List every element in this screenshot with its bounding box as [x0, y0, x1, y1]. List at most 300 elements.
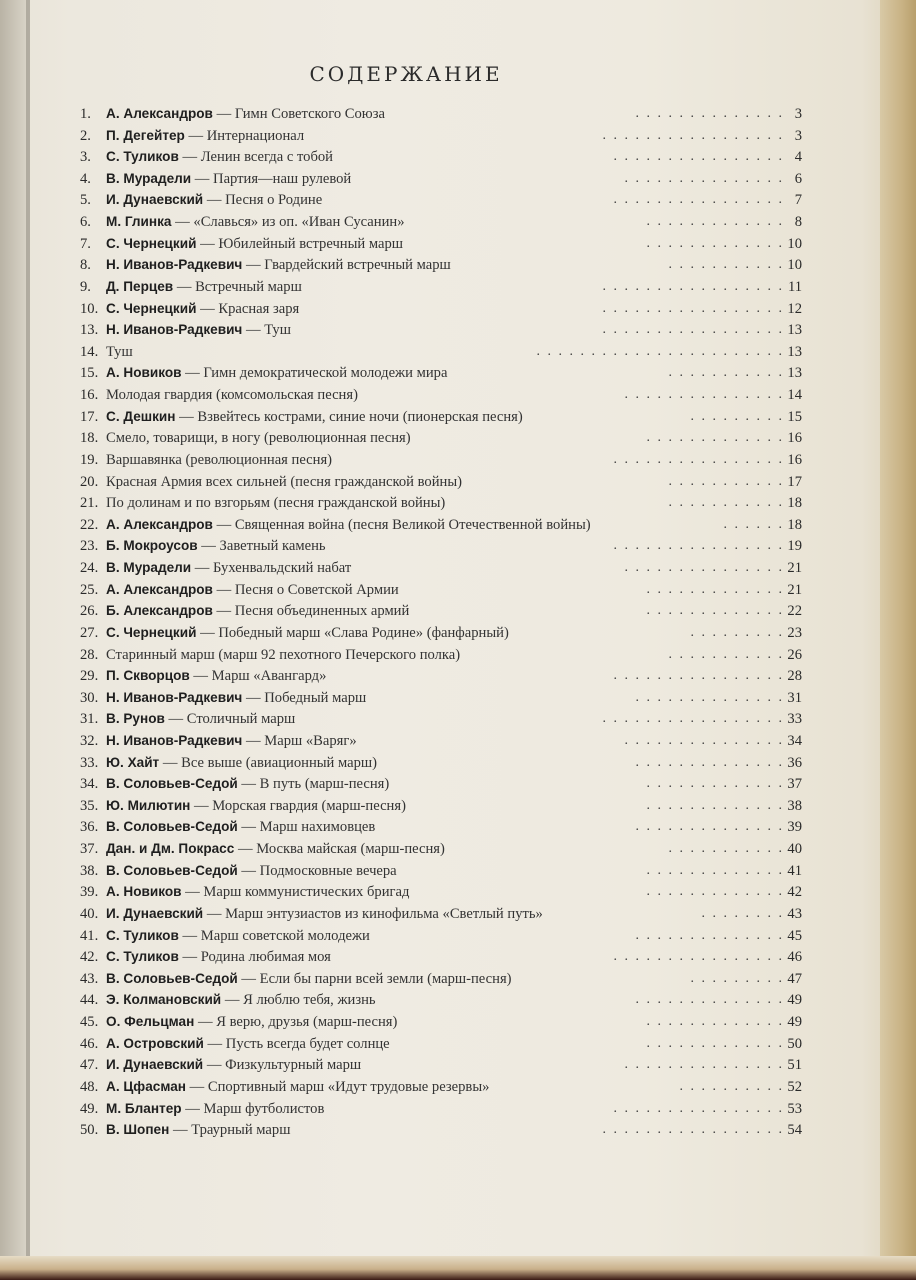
entry-dash: —	[162, 754, 178, 771]
entry-number: 17.	[80, 408, 99, 425]
entry-number: 44.	[80, 992, 99, 1009]
entry-number: 2.	[80, 127, 91, 144]
entry-author: С. Туликов	[106, 949, 179, 965]
entry-author: Ю. Милютин	[106, 797, 191, 813]
entry-page-number: 46	[787, 949, 802, 966]
entry-title: Марш «Варяг»	[264, 732, 357, 749]
entry-page-number: 10	[787, 257, 802, 274]
entry-title: Столичный марш	[186, 711, 296, 728]
entry-page-number: 11	[787, 278, 802, 295]
entry-author: П. Дегейтер	[106, 127, 185, 143]
entry-text	[106, 925, 370, 947]
entry-dash: —	[172, 1122, 188, 1139]
entry-text	[106, 535, 326, 557]
dot-leader: . . . . . . . . . . . . .	[646, 776, 784, 792]
entry-dash: —	[206, 905, 222, 922]
entry-text	[106, 1054, 361, 1076]
entry-title: Песня о Советской Армии	[234, 581, 399, 598]
toc-entry	[80, 925, 800, 947]
toc-entry	[80, 254, 800, 276]
dot-leader: . . . . . . . . . . . . . . . .	[613, 668, 784, 684]
entry-author: С. Чернецкий	[106, 624, 197, 640]
entry-dash: —	[188, 127, 204, 144]
entry-number: 19.	[80, 451, 99, 468]
dot-leader: . . . . . . . . . . . . . .	[635, 106, 784, 121]
entry-number: 38.	[80, 862, 99, 879]
entry-dash: —	[201, 538, 216, 555]
dot-leader: . . . . . . . . . . .	[668, 365, 784, 381]
entry-author: О. Фельцман	[106, 1014, 195, 1030]
entry-page-number: 34	[787, 732, 802, 749]
entry-number: 33.	[80, 754, 99, 771]
entry-number: 29.	[80, 668, 99, 685]
entry-dash: —	[185, 884, 200, 901]
dot-leader: . . . . . . . . . . . . . . .	[624, 560, 784, 576]
entry-author: М. Блантер	[106, 1100, 182, 1116]
entry-page-number: 45	[787, 927, 802, 944]
entry-page-number: 7	[794, 192, 802, 209]
toc-entry	[80, 579, 800, 601]
toc-entry	[80, 1098, 800, 1120]
dot-leader: . . . . . . . . .	[690, 624, 784, 640]
dot-leader: . . . . . . . . .	[690, 970, 784, 986]
entry-page-number: 49	[787, 992, 802, 1009]
entry-page-number: 4	[794, 149, 802, 166]
entry-number: 10.	[80, 300, 99, 317]
entry-title: Партия—наш рулевой	[213, 170, 352, 187]
entry-number: 39.	[80, 884, 99, 901]
entry-number: 7.	[80, 235, 91, 252]
toc-entry	[80, 168, 800, 190]
entry-dash: —	[245, 257, 261, 274]
entry-author: В. Соловьев-Седой	[106, 819, 238, 835]
entry-text	[106, 1119, 290, 1141]
entry-title: Траурный марш	[191, 1122, 291, 1139]
entry-page-number: 49	[787, 1014, 802, 1031]
toc-entry	[80, 146, 800, 168]
entry-title: Если бы парни всей земли (марш-песня)	[259, 970, 512, 987]
entry-text	[106, 427, 411, 449]
dot-leader: . . . . . . . . . . . . . .	[635, 754, 784, 770]
entry-author: С. Туликов	[106, 149, 179, 165]
entry-title: Марш «Авангард»	[211, 668, 327, 685]
entry-text	[106, 579, 399, 601]
dot-leader: . . . . . . . . . . .	[668, 841, 784, 857]
entry-title: Марш нахимовцев	[259, 819, 376, 836]
entry-dash: —	[168, 711, 184, 728]
toc-entry	[80, 600, 800, 622]
dot-leader: . . . . . . . . . . . . . .	[635, 927, 784, 943]
dot-leader: . . . . . . . . . . . . . . . . .	[602, 278, 784, 294]
toc-entry	[80, 881, 800, 903]
entry-author: А. Александров	[106, 581, 213, 597]
entry-title: Песня о Родине	[225, 192, 323, 209]
dot-leader: . . . . . . . . . . . . .	[646, 1035, 784, 1051]
toc-entry	[80, 946, 800, 968]
entry-text	[106, 687, 366, 709]
entry-title: Ленин всегда с тобой	[200, 149, 333, 166]
toc-entry	[80, 989, 800, 1011]
dot-leader: . . . . . . . . .	[690, 408, 784, 424]
entry-dash: —	[207, 1035, 223, 1052]
entry-author: А. Александров	[106, 516, 213, 532]
entry-page-number: 33	[787, 711, 802, 728]
entry-author: В. Шопен	[106, 1122, 170, 1138]
entry-page-number: 3	[794, 127, 802, 144]
entry-text	[106, 1033, 390, 1055]
dot-leader: . . . . . . . . . . . . .	[646, 603, 784, 619]
entry-number: 25.	[80, 581, 99, 598]
toc-entry	[80, 492, 800, 514]
entry-page-number: 42	[787, 884, 802, 901]
entry-dash: —	[245, 732, 261, 749]
entry-dash: —	[241, 819, 256, 836]
entry-author: С. Туликов	[106, 927, 179, 943]
entry-text	[106, 1076, 489, 1098]
entry-author: Н. Иванов-Радкевич	[106, 732, 243, 748]
dot-leader: . . . . . . . . . . . . .	[646, 214, 784, 230]
dot-leader: . . . . . . . . . . . . . . .	[624, 387, 784, 403]
entry-author: В. Рунов	[106, 711, 165, 727]
entry-title: В путь (марш-песня)	[259, 776, 390, 793]
entry-title: Старинный марш (марш 92 пехотного Печерского полка)	[106, 646, 461, 663]
toc-entry	[80, 319, 800, 341]
entry-text	[106, 752, 377, 774]
entry-number: 20.	[80, 473, 99, 490]
entry-author: А. Цфасман	[106, 1078, 186, 1094]
entry-page-number: 43	[787, 905, 802, 922]
entry-title: Гимн демократической молодежи мира	[203, 365, 448, 382]
entry-page-number: 19	[787, 538, 802, 555]
entry-title: Родина любимая моя	[200, 949, 331, 966]
toc-entry	[80, 1054, 800, 1076]
entry-title: Взвейтесь кострами, синие ночи (пионерская песня)	[197, 408, 523, 425]
entry-number: 6.	[80, 214, 91, 231]
dot-leader: . . . . . . . . . . . . . . . .	[613, 149, 784, 165]
toc-entry	[80, 233, 800, 255]
entry-number: 36.	[80, 819, 99, 836]
entry-page-number: 54	[787, 1122, 802, 1139]
entry-title: Я люблю тебя, жизнь	[243, 992, 376, 1009]
entry-page-number: 51	[787, 1057, 802, 1074]
entry-title: Встречный марш	[195, 278, 302, 295]
entry-number: 32.	[80, 732, 99, 749]
toc-entry	[80, 816, 800, 838]
entry-text	[106, 773, 389, 795]
toc-entry	[80, 1033, 800, 1055]
entry-page-number: 16	[787, 451, 802, 468]
toc-entry	[80, 298, 800, 320]
entry-author: Д. Перцев	[106, 278, 174, 294]
entry-page-number: 22	[787, 603, 802, 620]
entry-text	[106, 384, 358, 406]
entry-author: И. Дунаевский	[106, 905, 204, 921]
entry-dash: —	[182, 949, 198, 966]
toc-entry	[80, 773, 800, 795]
dot-leader: . . . . . .	[723, 516, 784, 532]
entry-text	[106, 795, 406, 817]
entry-author: А. Островский	[106, 1035, 204, 1051]
entry-title: Туш	[106, 343, 133, 360]
entry-dash: —	[185, 1100, 200, 1117]
entry-dash: —	[179, 408, 194, 425]
entry-title: Юбилейный встречный марш	[218, 235, 404, 252]
entry-dash: —	[216, 603, 232, 620]
entry-title: Песня объединенных армий	[234, 603, 410, 620]
dot-leader: . . . . . . . . . . .	[668, 473, 784, 489]
dot-leader: . . . . . . . . . . . . . . . .	[613, 192, 784, 208]
entry-page-number: 28	[787, 668, 802, 685]
entry-author: Дан. и Дм. Покрасс	[106, 841, 235, 857]
entry-author: Б. Мокроусов	[106, 538, 198, 554]
toc-entry	[80, 795, 800, 817]
entry-number: 24.	[80, 560, 99, 577]
entry-text	[106, 1011, 397, 1033]
entry-text	[106, 644, 460, 666]
dot-leader: . . . . . . . . . . .	[668, 646, 784, 662]
entry-page-number: 13	[787, 322, 802, 339]
entry-author: Б. Александров	[106, 603, 213, 619]
entry-author: С. Чернецкий	[106, 235, 197, 251]
entry-dash: —	[224, 992, 240, 1009]
dot-leader: . . . . . . . . . . . . . . . . .	[602, 300, 784, 316]
dot-leader: . . . . . . . . . . . . . . . .	[613, 538, 784, 554]
dot-leader: . . . . . . . . . . . . . .	[635, 689, 784, 705]
entry-title: Я верю, друзья (марш-песня)	[216, 1014, 398, 1031]
entry-author: А. Новиков	[106, 884, 182, 900]
entry-title: Красная заря	[218, 300, 300, 317]
entry-title: Гвардейский встречный марш	[264, 257, 451, 274]
entry-title: Священная война (песня Великой Отечественной войны)	[234, 516, 591, 533]
toc-entry	[80, 730, 800, 752]
entry-author: Н. Иванов-Радкевич	[106, 257, 243, 273]
entry-number: 45.	[80, 1014, 99, 1031]
dot-leader: . . . . . . . . . . . . . . . . . . . . . . .	[536, 343, 784, 359]
toc-entry	[80, 189, 800, 211]
entry-dash: —	[182, 927, 198, 944]
dot-leader: . . . . . . . . . . . . . . . .	[613, 949, 784, 965]
toc-entry	[80, 514, 800, 536]
entry-number: 9.	[80, 278, 91, 295]
entry-text	[106, 492, 445, 514]
entry-author: В. Мурадели	[106, 170, 192, 186]
entry-page-number: 36	[787, 754, 802, 771]
entry-title: Победный марш	[264, 689, 367, 706]
entry-text	[106, 254, 451, 276]
entry-page-number: 3	[794, 106, 802, 122]
entry-page-number: 40	[787, 841, 802, 858]
entry-title: «Славься» из оп. «Иван Сусанин»	[193, 214, 405, 231]
toc-entry	[80, 535, 800, 557]
entry-page-number: 37	[787, 776, 802, 793]
entry-number: 18.	[80, 430, 99, 447]
entry-title: Марш энтузиастов из кинофильма «Светлый путь»	[225, 905, 543, 922]
entry-text	[106, 968, 512, 990]
entry-page-number: 18	[787, 516, 802, 533]
entry-text	[106, 557, 351, 579]
entry-title: Варшавянка (революционная песня)	[106, 451, 333, 468]
entry-dash: —	[206, 1057, 222, 1074]
entry-text	[106, 298, 299, 320]
entry-page-number: 16	[787, 430, 802, 447]
entry-number: 28.	[80, 646, 99, 663]
entry-page-number: 47	[787, 970, 802, 987]
dot-leader: . . . . . . . . . . . . . . . . .	[602, 322, 784, 338]
entry-page-number: 17	[787, 473, 802, 490]
toc-entry	[80, 471, 800, 493]
toc-entry	[80, 860, 800, 882]
toc-entry	[80, 1119, 800, 1141]
entry-number: 8.	[80, 257, 91, 274]
entry-text	[106, 103, 385, 125]
entry-title: Подмосковные вечера	[259, 862, 397, 879]
entry-page-number: 21	[787, 560, 802, 577]
entry-dash: —	[200, 300, 215, 317]
entry-title: Марш коммунистических бригад	[203, 884, 410, 901]
entry-number: 22.	[80, 516, 99, 533]
entry-dash: —	[241, 970, 256, 987]
toc-entry	[80, 103, 800, 125]
entry-number: 30.	[80, 689, 99, 706]
entry-dash: —	[200, 235, 215, 252]
dot-leader: . . . . . . . .	[701, 905, 784, 921]
entry-number: 23.	[80, 538, 99, 555]
page-title: СОДЕРЖАНИЕ	[309, 62, 503, 86]
entry-text	[106, 471, 462, 493]
entry-number: 34.	[80, 776, 99, 793]
entry-dash: —	[245, 689, 261, 706]
toc-entry	[80, 622, 800, 644]
entry-author: Ю. Хайт	[106, 754, 160, 770]
entry-number: 14.	[80, 343, 99, 360]
entry-author: В. Соловьев-Седой	[106, 970, 238, 986]
entry-title: Заветный камень	[219, 538, 326, 555]
entry-dash: —	[245, 322, 261, 339]
entry-dash: —	[200, 624, 215, 641]
dot-leader: . . . . . . . . . . . . .	[646, 884, 784, 900]
entry-author: Э. Колмановский	[106, 992, 222, 1008]
entry-author: Н. Иванов-Радкевич	[106, 322, 243, 338]
entry-number: 13.	[80, 322, 99, 339]
entry-page-number: 41	[787, 862, 802, 879]
entry-number: 41.	[80, 927, 99, 944]
entry-page-number: 31	[787, 689, 802, 706]
entry-text	[106, 730, 357, 752]
dot-leader: . . . . . . . . . . . . . . .	[624, 170, 784, 186]
dot-leader: . . . . . . . . . . . . . . . . .	[602, 127, 784, 143]
toc-entry	[80, 968, 800, 990]
entry-dash: —	[241, 862, 256, 879]
entry-page-number: 8	[794, 214, 802, 231]
toc-entry	[80, 276, 800, 298]
dot-leader: . . . . . . . . . . . . .	[646, 430, 784, 446]
toc-entry	[80, 708, 800, 730]
entry-title: Туш	[264, 322, 291, 339]
entry-author: В. Мурадели	[106, 560, 192, 576]
dot-leader: . . . . . . . . . . . . . . . . .	[602, 1122, 784, 1138]
entry-dash: —	[194, 797, 209, 814]
toc-entry	[80, 427, 800, 449]
entry-page-number: 15	[787, 408, 802, 425]
dot-leader: . . . . . . . . . . . . .	[646, 1014, 784, 1030]
entry-title: Победный марш «Слава Родине» (фанфарный)	[218, 624, 509, 641]
dot-leader: . . . . . . . . . . . . .	[646, 862, 784, 878]
entry-number: 5.	[80, 192, 91, 209]
toc-entry	[80, 644, 800, 666]
dot-leader: . . . . . . . . . . . . .	[646, 797, 784, 813]
entry-page-number: 23	[787, 624, 802, 641]
entry-text	[106, 816, 375, 838]
toc-entry	[80, 406, 800, 428]
entry-text	[106, 514, 591, 536]
toc-entry	[80, 665, 800, 687]
entry-title: Москва майская (марш-песня)	[256, 841, 445, 858]
entry-dash: —	[216, 581, 232, 598]
entry-text	[106, 449, 332, 471]
entry-number: 4.	[80, 170, 91, 187]
entry-dash: —	[185, 365, 200, 382]
entry-author: Н. Иванов-Радкевич	[106, 689, 243, 705]
toc-entry	[80, 903, 800, 925]
entry-title: Молодая гвардия (комсомольская песня)	[106, 387, 358, 404]
entry-dash: —	[176, 278, 192, 295]
entry-text	[106, 189, 322, 211]
dot-leader: . . . . . . . . . . . . . .	[635, 992, 784, 1008]
entry-text	[106, 881, 409, 903]
entry-title: Марш футболистов	[203, 1100, 325, 1117]
entry-number: 21.	[80, 495, 99, 512]
entry-text	[106, 600, 409, 622]
entry-number: 3.	[80, 149, 91, 166]
entry-text	[106, 708, 295, 730]
entry-page-number: 14	[787, 387, 802, 404]
toc-entry	[80, 449, 800, 471]
entry-page-number: 39	[787, 819, 802, 836]
entry-number: 16.	[80, 387, 99, 404]
dot-leader: . . . . . . . . . . . . . . . .	[613, 451, 784, 467]
entry-text	[106, 276, 302, 298]
dot-leader: . . . . . . . . . . .	[668, 495, 784, 511]
entry-number: 50.	[80, 1122, 99, 1139]
toc-entry	[80, 687, 800, 709]
entry-text	[106, 211, 405, 233]
entry-dash: —	[182, 149, 198, 166]
entry-author: И. Дунаевский	[106, 192, 204, 208]
dot-leader: . . . . . . . . . . . . .	[646, 581, 784, 597]
entry-page-number: 13	[787, 365, 802, 382]
entry-title: Гимн Советского Союза	[234, 106, 385, 122]
entry-page-number: 38	[787, 797, 802, 814]
toc-entry	[80, 557, 800, 579]
dot-leader: . . . . . . . . . . . . . . . . .	[602, 711, 784, 727]
entry-author: С. Чернецкий	[106, 300, 197, 316]
toc-entry	[80, 838, 800, 860]
entry-number: 27.	[80, 624, 99, 641]
entry-number: 40.	[80, 905, 99, 922]
entry-text	[106, 622, 509, 644]
entry-page-number: 10	[787, 235, 802, 252]
entry-number: 37.	[80, 841, 99, 858]
entry-author: П. Скворцов	[106, 668, 190, 684]
entry-text	[106, 903, 543, 925]
entry-title: Красная Армия всех сильней (песня гражданской войны)	[106, 473, 462, 490]
entry-dash: —	[216, 106, 232, 122]
entry-author: С. Дешкин	[106, 408, 176, 424]
entry-text	[106, 125, 304, 147]
entry-text	[106, 146, 333, 168]
entry-title: Физкультурный марш	[225, 1057, 362, 1074]
toc-entry	[80, 1076, 800, 1098]
